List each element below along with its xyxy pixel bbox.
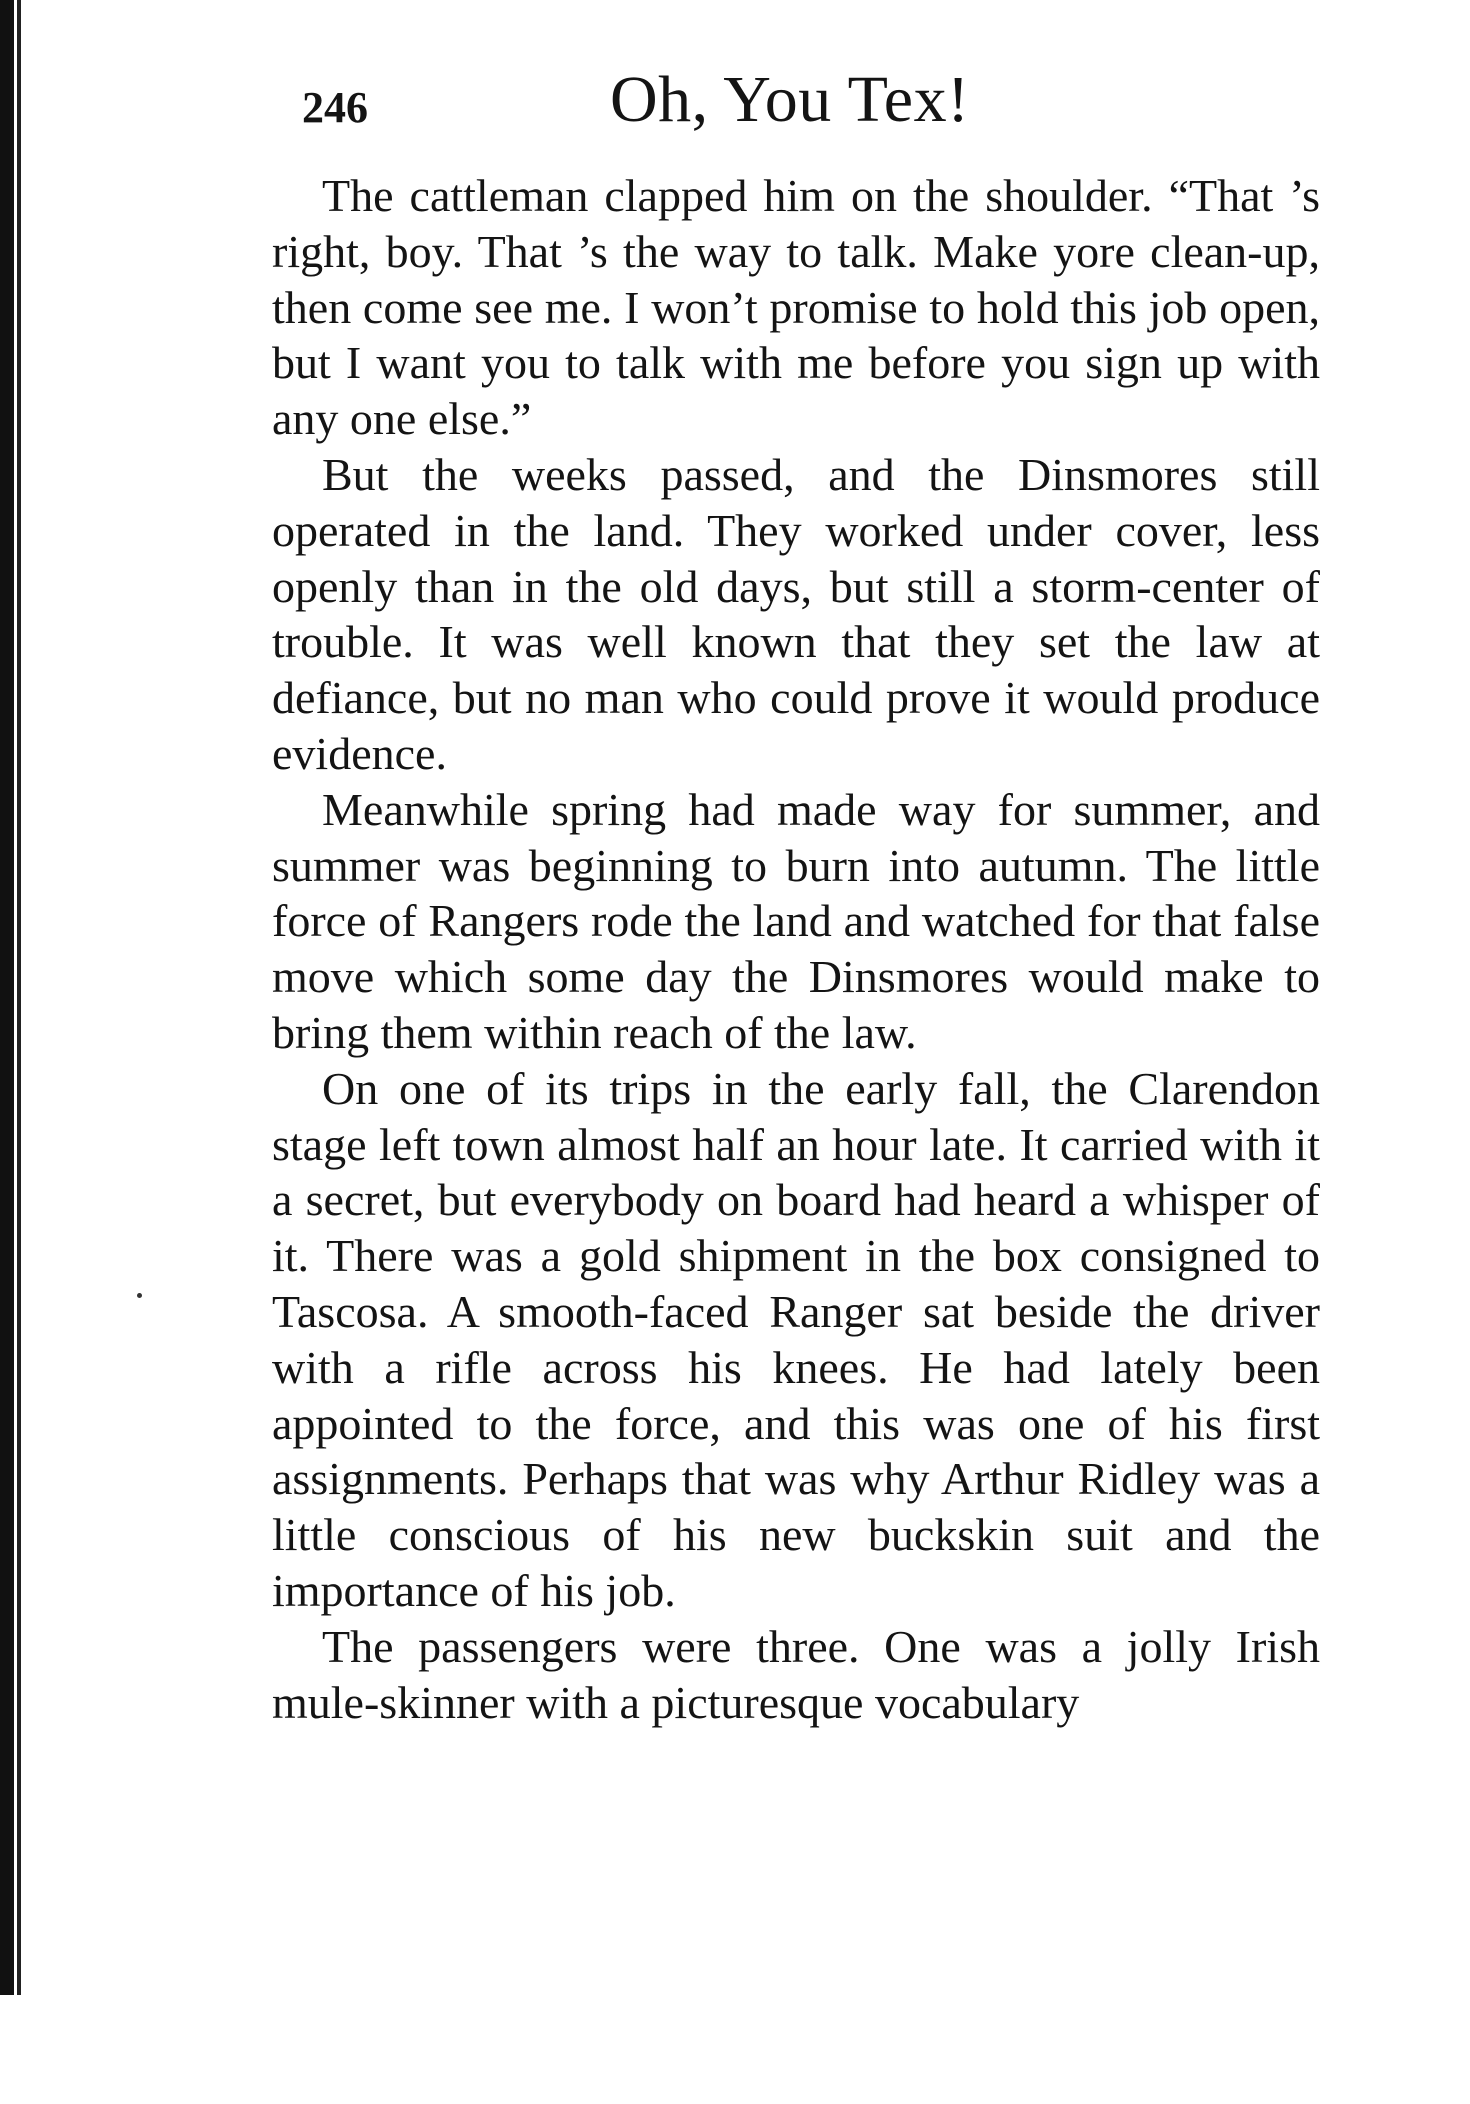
paragraph: The cattleman clapped him on the shoulder. “That ’s right, boy. That ’s the way to talk. Make yore clean-up, then come see me. I won’t promise to hold this job open, but I want you to talk with me before you sign up with any one else.” [272, 170, 1320, 445]
paragraph: But the weeks passed, and the Dinsmores still operated in the land. They worked under cover, less openly than in the old days, but still a storm-center of trouble. It was well known that they set the law at defiance, but no man who could prove it would produce evidence. [272, 448, 1320, 779]
paragraph: The passengers were three. One was a jolly Irish mule-skinner with a picturesque vocabulary [272, 1620, 1320, 1728]
paragraph: Meanwhile spring had made way for summer, and summer was beginning to burn into autumn. The little force of Rangers rode the land and watched for that false move which some day the Dinsmores would make to bring them within reach of the law. [272, 783, 1320, 1058]
book-page [272, 60, 1320, 1730]
page-number: 246 [302, 83, 368, 132]
page-binding-rule [17, 0, 21, 1995]
running-head [272, 60, 1320, 168]
book-title: Oh, You Tex! [610, 63, 970, 136]
body-text [272, 168, 1320, 1730]
ink-speck [137, 1293, 142, 1298]
paragraph: On one of its trips in the early fall, the Clarendon stage left town almost half an hour late. It carried with it a secret, but everybody on board had heard a whisper of it. There was a gold shipment in the box consigned to Tascosa. A smooth-faced Ranger sat beside the driver with a rifle across his knees. He had lately been appointed to the force, and this was one of his first assignments. Perhaps that was why Arthur Ridley was a little conscious of his new buckskin suit and the importance of his job. [272, 1062, 1320, 1616]
page-binding-edge [0, 0, 14, 1995]
